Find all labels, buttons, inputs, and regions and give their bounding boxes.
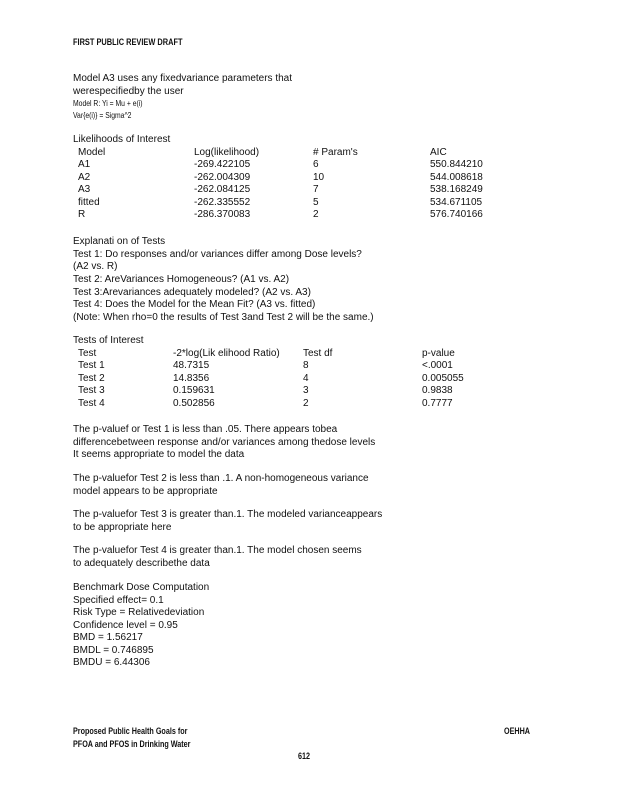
conclusion-test-4: to adequately describethe data (73, 558, 210, 569)
benchmark-title: Benchmark Dose Computation (73, 582, 210, 593)
explanation-line: (A2 vs. R) (73, 261, 118, 272)
table-cell: -262.084125 (194, 184, 251, 196)
table-cell: 4 (303, 372, 309, 384)
header-cell: Log(likelihood) (194, 147, 260, 158)
table-cell: -262.004309 (194, 171, 251, 183)
explanation-line: Test 1: Do responses and/or variances differ among Dose levels? (73, 249, 362, 260)
footer-title-line-2: PFOA and PFOS in Drinking Water (73, 739, 191, 749)
tests-header-row (73, 348, 553, 360)
header-cell: -2*log(Lik elihood Ratio) (173, 348, 280, 359)
table-cell: A2 (78, 171, 91, 183)
table-row (73, 360, 553, 372)
likelihoods-title: Likelihoods of Interest (73, 134, 171, 145)
header-cell: Model (78, 147, 106, 158)
model-line-2: werespecifiedby the user (73, 86, 184, 97)
table-cell: 2 (313, 208, 319, 220)
tests-title: Tests of Interest (73, 335, 144, 346)
table-row (73, 209, 553, 221)
benchmark-line: Risk Type = Relativedeviation (73, 607, 205, 618)
tests-table (73, 348, 553, 410)
header-cell: AIC (430, 147, 447, 158)
table-cell: 14.8356 (173, 372, 210, 384)
conclusion-test-1: It seems appropriate to model the data (73, 449, 245, 460)
table-cell: A3 (78, 184, 91, 196)
table-cell: 534.671105 (430, 196, 483, 208)
footer-title-line-1: Proposed Public Health Goals for (73, 726, 188, 736)
table-cell: 48.7315 (173, 360, 210, 372)
table-cell: Test 1 (78, 360, 105, 372)
table-cell: 550.844210 (430, 159, 483, 171)
model-line-1: Model A3 uses any fixedvariance parameters that (73, 73, 293, 84)
table-row (73, 398, 553, 410)
footer-agency: OEHHA (504, 726, 531, 736)
table-cell: 3 (303, 385, 309, 397)
table-row (73, 197, 553, 209)
table-cell: 576.740166 (430, 208, 483, 220)
header-cell: Test (78, 348, 97, 359)
table-cell: 0.7777 (422, 397, 453, 409)
table-cell: 5 (313, 196, 319, 208)
table-cell: 6 (313, 159, 319, 171)
table-row (73, 159, 553, 171)
header-cell: p-value (422, 348, 455, 359)
table-row (73, 172, 553, 184)
model-line-3: Model R: Yi = Mu + e(i) (73, 99, 143, 108)
table-cell: 538.168249 (430, 184, 483, 196)
table-cell: Test 4 (78, 397, 105, 409)
likelihoods-table (73, 147, 553, 221)
table-cell: 0.502856 (173, 397, 215, 409)
table-cell: 0.9838 (422, 385, 453, 397)
table-cell: R (78, 208, 86, 220)
page-number: 612 (298, 751, 311, 761)
conclusion-test-3: to be appropriate here (73, 522, 172, 533)
explanation-title: Explanati on of Tests (73, 236, 166, 247)
conclusion-test-4: The p-valuefor Test 4 is greater than.1. The model chosen seems (73, 545, 362, 556)
table-cell: A1 (78, 159, 91, 171)
table-cell: 544.008618 (430, 171, 483, 183)
table-cell: <.0001 (422, 360, 453, 372)
explanation-note: (Note: When rho=0 the results of Test 3and Test 2 will be the same.) (73, 312, 374, 323)
conclusion-test-1: The p-valuef or Test 1 is less than .05. There appears tobea (73, 424, 338, 435)
header-cell: # Param's (313, 147, 358, 158)
table-row (73, 385, 553, 397)
table-cell: 0.159631 (173, 385, 215, 397)
explanation-line: Test 2: AreVariances Homogeneous? (A1 vs. A2) (73, 274, 290, 285)
bmdu-value: BMDU = 6.44306 (73, 657, 150, 668)
explanation-line: Test 4: Does the Model for the Mean Fit? (A3 vs. fitted) (73, 299, 316, 310)
table-cell: Test 2 (78, 372, 105, 384)
table-cell: 8 (303, 360, 309, 372)
header-cell: Test df (303, 348, 333, 359)
benchmark-line: Specified effect= 0.1 (73, 595, 164, 606)
table-cell: 0.005055 (422, 372, 464, 384)
draft-header: FIRST PUBLIC REVIEW DRAFT (73, 37, 183, 48)
likelihoods-header-row (73, 147, 553, 159)
table-cell: 2 (303, 397, 309, 409)
table-cell: -269.422105 (194, 159, 251, 171)
conclusion-test-2: model appears to be appropriate (73, 486, 218, 497)
table-cell: -262.335552 (194, 196, 251, 208)
benchmark-line: Confidence level = 0.95 (73, 620, 178, 631)
table-cell: 10 (313, 171, 325, 183)
explanation-line: Test 3:Arevariances adequately modeled? (A2 vs. A3) (73, 287, 311, 298)
table-row (73, 373, 553, 385)
conclusion-test-3: The p-valuefor Test 3 is greater than.1. The modeled varianceappears (73, 509, 383, 520)
conclusion-test-1: differencebetween response and/or variances among thedose levels (73, 437, 376, 448)
model-line-4: Var{e(i)} = Sigma^2 (73, 111, 132, 120)
table-cell: fitted (78, 196, 100, 208)
conclusion-test-2: The p-valuefor Test 2 is less than .1. A non-homogeneous variance (73, 473, 369, 484)
table-row (73, 184, 553, 196)
bmd-value: BMD = 1.56217 (73, 632, 143, 643)
table-cell: Test 3 (78, 385, 105, 397)
table-cell: -286.370083 (194, 208, 251, 220)
table-cell: 7 (313, 184, 319, 196)
bmdl-value: BMDL = 0.746895 (73, 645, 154, 656)
